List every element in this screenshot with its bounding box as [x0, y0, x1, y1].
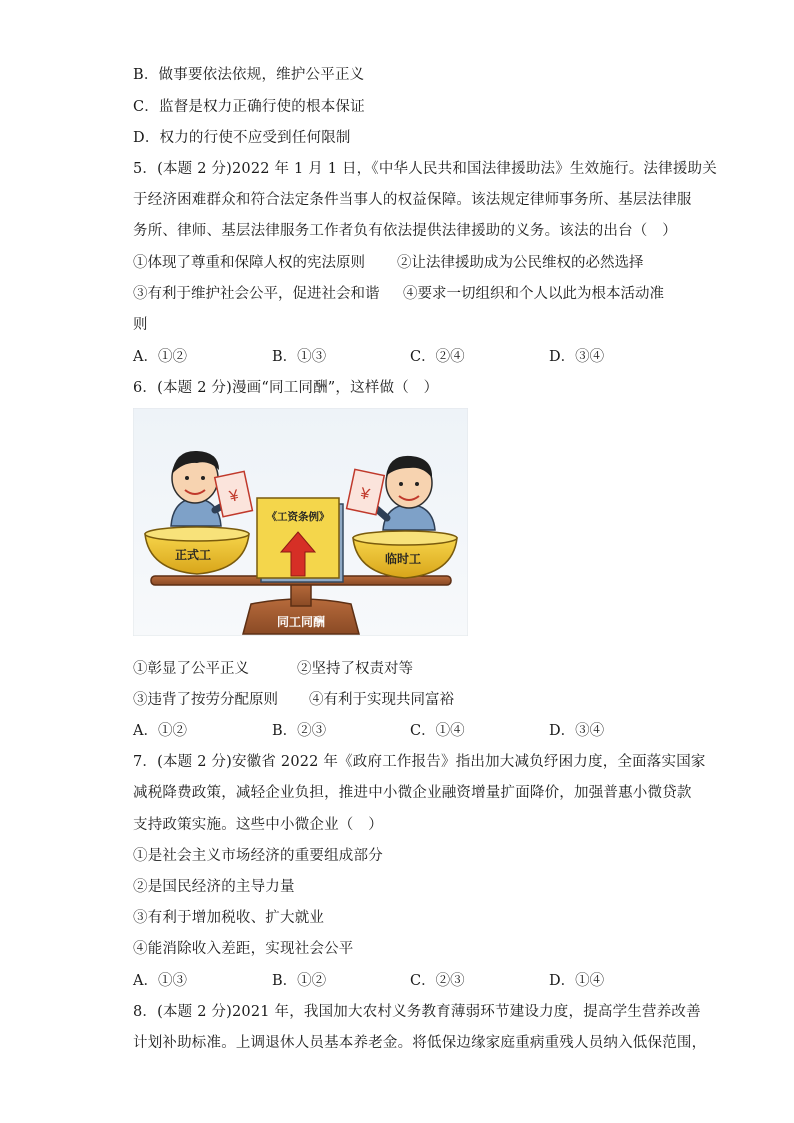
q4-option-c: C．监督是权力正确行使的根本保证 — [133, 99, 365, 115]
q7-statement-1: ①是社会主义市场经济的重要组成部分 — [133, 848, 383, 864]
q7-stem-line3: 支持政策实施。这些中小微企业（ ） — [133, 817, 383, 833]
wage-regulation-book — [257, 498, 343, 582]
q6-statement-2: ②坚持了权责对等 — [297, 661, 413, 677]
q6-statement-4: ④有利于实现共同富裕 — [309, 692, 454, 708]
q5-options — [133, 347, 693, 367]
q6-option-d[interactable]: D．③④ — [549, 723, 605, 739]
q6-option-c[interactable]: C．①④ — [410, 723, 465, 739]
q5-option-c[interactable]: C．②④ — [410, 349, 465, 365]
q6-option-b[interactable]: B．②③ — [272, 723, 327, 739]
q5-statement-4: ④要求一切组织和个人以此为根本活动准 — [403, 286, 664, 302]
q7-option-d[interactable]: D．①④ — [549, 973, 605, 989]
q8-stem-line1: 8．(本题 2 分)2021 年，我国加大农村义务教育薄弱环节建设力度，提高学生营养改善 — [133, 1004, 701, 1020]
q5-statement-1: ①体现了尊重和保障人权的宪法原则 — [133, 255, 365, 271]
q7-statement-3: ③有利于增加税收、扩大就业 — [133, 910, 325, 926]
book-title: 《工资条例》 — [266, 511, 330, 523]
q5-option-b[interactable]: B．①③ — [272, 349, 327, 365]
q7-option-a[interactable]: A．①③ — [133, 973, 187, 989]
q7-option-b[interactable]: B．①② — [272, 973, 327, 989]
q5-statement-2: ②让法律援助成为公民维权的必然选择 — [397, 255, 644, 271]
q6-statement-1: ①彰显了公平正义 — [133, 661, 249, 677]
right-pan-label: 临时工 — [384, 552, 422, 566]
base-label: 同工同酬 — [276, 615, 326, 629]
q5-stem-line1: 5．(本题 2 分)2022 年 1 月 1 日，《中华人民共和国法律援助法》生效施行。法律援助关 — [133, 161, 717, 177]
q6-stem: 6．(本题 2 分)漫画“同工同酬”，这样做（ ） — [133, 380, 439, 396]
q5-option-a[interactable]: A．①② — [133, 349, 187, 365]
q6-statement-3: ③违背了按劳分配原则 — [133, 692, 278, 708]
cartoon-illustration — [133, 408, 468, 636]
q7-statement-2: ②是国民经济的主导力量 — [133, 879, 295, 895]
q4-option-b: B．做事要依法依规，维护公平正义 — [133, 67, 365, 83]
q5-option-d[interactable]: D．③④ — [549, 349, 605, 365]
q7-statement-4: ④能消除收入差距，实现社会公平 — [133, 941, 354, 957]
q7-option-c[interactable]: C．②③ — [410, 973, 465, 989]
q7-stem-line2: 减税降费政策，减轻企业负担，推进中小微企业融资增量扩面降价，加强普惠小微贷款 — [133, 785, 692, 801]
same-pay-cartoon — [133, 408, 468, 636]
left-yuan-sign: ¥ — [227, 487, 241, 506]
q5-stem-line2: 于经济困难群众和符合法定条件当事人的权益保障。该法规定律师事务所、基层法律服 — [133, 192, 692, 208]
q7-options — [133, 971, 693, 991]
q5-statement-4-cont: 则 — [133, 317, 148, 333]
q4-option-d: D．权力的行使不应受到任何限制 — [133, 130, 351, 146]
right-yuan-sign: ¥ — [358, 485, 372, 504]
q6-options — [133, 721, 693, 741]
left-pan-label: 正式工 — [174, 548, 212, 562]
q5-statement-3: ③有利于维护社会公平，促进社会和谐 — [133, 286, 380, 302]
q8-stem-line2: 计划补助标准。上调退休人员基本养老金。将低保边缘家庭重病重残人员纳入低保范围， — [133, 1035, 707, 1051]
q6-option-a[interactable]: A．①② — [133, 723, 187, 739]
q7-stem-line1: 7．(本题 2 分)安徽省 2022 年《政府工作报告》指出加大减负纾困力度，全面落实国家 — [133, 754, 706, 770]
q5-stem-line3: 务所、律师、基层法律服务工作者负有依法提供法律援助的义务。该法的出台（ ） — [133, 223, 677, 239]
